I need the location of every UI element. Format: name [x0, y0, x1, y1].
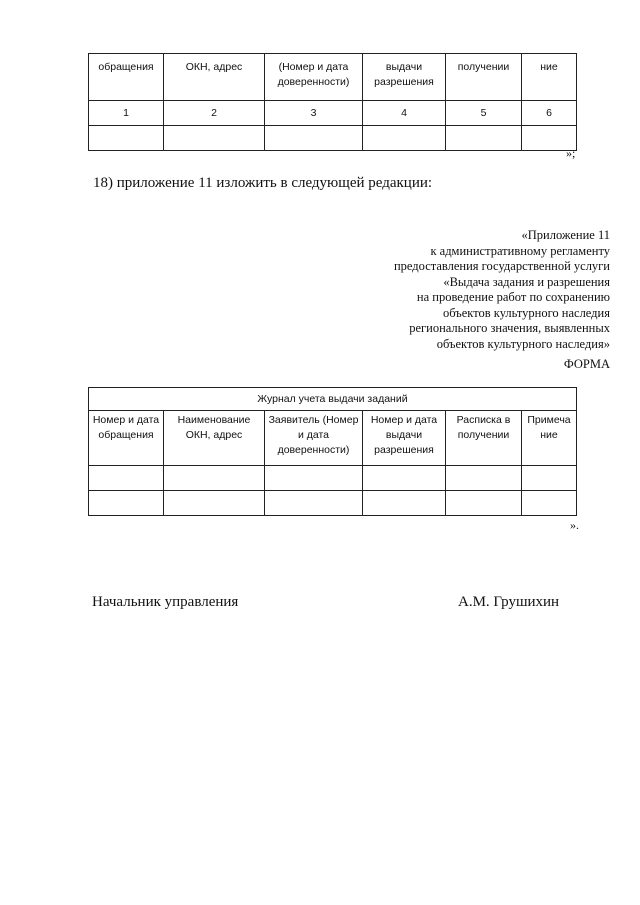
journal-empty-cell	[363, 466, 446, 491]
top-table	[88, 53, 577, 151]
top-table-empty-cell	[265, 126, 363, 151]
appendix-line: объектов культурного наследия	[443, 305, 610, 320]
journal-header-cell: Номер и дата обращения	[89, 411, 164, 466]
top-table-header-row	[89, 54, 577, 101]
top-table-header-cell: (Номер и дата доверенности)	[265, 54, 363, 101]
journal-empty-cell	[446, 491, 522, 516]
journal-header-cell: Номер и дата выдачи разрешения	[363, 411, 446, 466]
top-table-empty-cell	[446, 126, 522, 151]
journal-title-row	[89, 388, 577, 411]
top-table-empty-cell	[363, 126, 446, 151]
top-table-number-cell: 3	[265, 101, 363, 126]
appendix-line: на проведение работ по сохранению	[416, 290, 610, 304]
journal-empty-cell	[164, 466, 265, 491]
journal-empty-cell	[265, 466, 363, 491]
top-table-number-cell: 5	[446, 101, 522, 126]
appendix-line: «Приложение 11	[521, 228, 610, 242]
journal-closing-quote: ».	[570, 518, 579, 532]
signature-name: А.М. Грушихин	[458, 594, 560, 610]
journal-empty-cell	[522, 466, 577, 491]
top-table-empty-row	[89, 126, 577, 151]
journal-empty-cell	[89, 466, 164, 491]
appendix-header	[310, 228, 610, 352]
journal-empty-cell	[446, 466, 522, 491]
journal-empty-cell	[89, 491, 164, 516]
top-table-header-cell: ОКН, адрес	[164, 54, 265, 101]
journal-empty-cell	[363, 491, 446, 516]
top-table-number-row	[89, 101, 577, 126]
journal-header-cell: Примеча ние	[522, 411, 577, 466]
top-table-number-cell: 1	[89, 101, 164, 126]
journal-header-row	[89, 411, 577, 466]
journal-header-cell: Наименование ОКН, адрес	[164, 411, 265, 466]
journal-title: Журнал учета выдачи заданий	[89, 388, 577, 411]
top-table-empty-cell	[89, 126, 164, 151]
appendix-line: к административному регламенту	[430, 243, 610, 258]
top-table-header-cell: выдачи разрешения	[363, 54, 446, 101]
form-label: ФОРМА	[563, 357, 610, 371]
top-table-header-cell: ние	[522, 54, 577, 101]
top-table-number-cell: 6	[522, 101, 577, 126]
top-table-header-cell: обращения	[89, 54, 164, 101]
journal-header-cell: Расписка в получении	[446, 411, 522, 466]
journal-empty-row	[89, 466, 577, 491]
journal-header-cell: Заявитель (Номер и дата доверенности)	[265, 411, 363, 466]
journal-empty-cell	[522, 491, 577, 516]
journal-empty-cell	[265, 491, 363, 516]
journal-empty-cell	[164, 491, 265, 516]
top-table-empty-cell	[164, 126, 265, 151]
appendix-line: предоставления государственной услуги	[393, 259, 610, 273]
appendix-line: регионального значения, выявленных	[409, 321, 610, 335]
journal-table	[88, 387, 577, 516]
signature-title: Начальник управления	[92, 594, 239, 610]
appendix-line: «Выдача задания и разрешения	[443, 274, 610, 289]
top-table-number-cell: 4	[363, 101, 446, 126]
item-18-text: 18) приложение 11 изложить в следующей редакции:	[93, 175, 433, 191]
top-table-header-cell: получении	[446, 54, 522, 101]
appendix-line: объектов культурного наследия»	[436, 336, 610, 351]
journal-empty-row	[89, 491, 577, 516]
top-table-number-cell: 2	[164, 101, 265, 126]
top-table-closing-quote: »;	[566, 146, 576, 160]
